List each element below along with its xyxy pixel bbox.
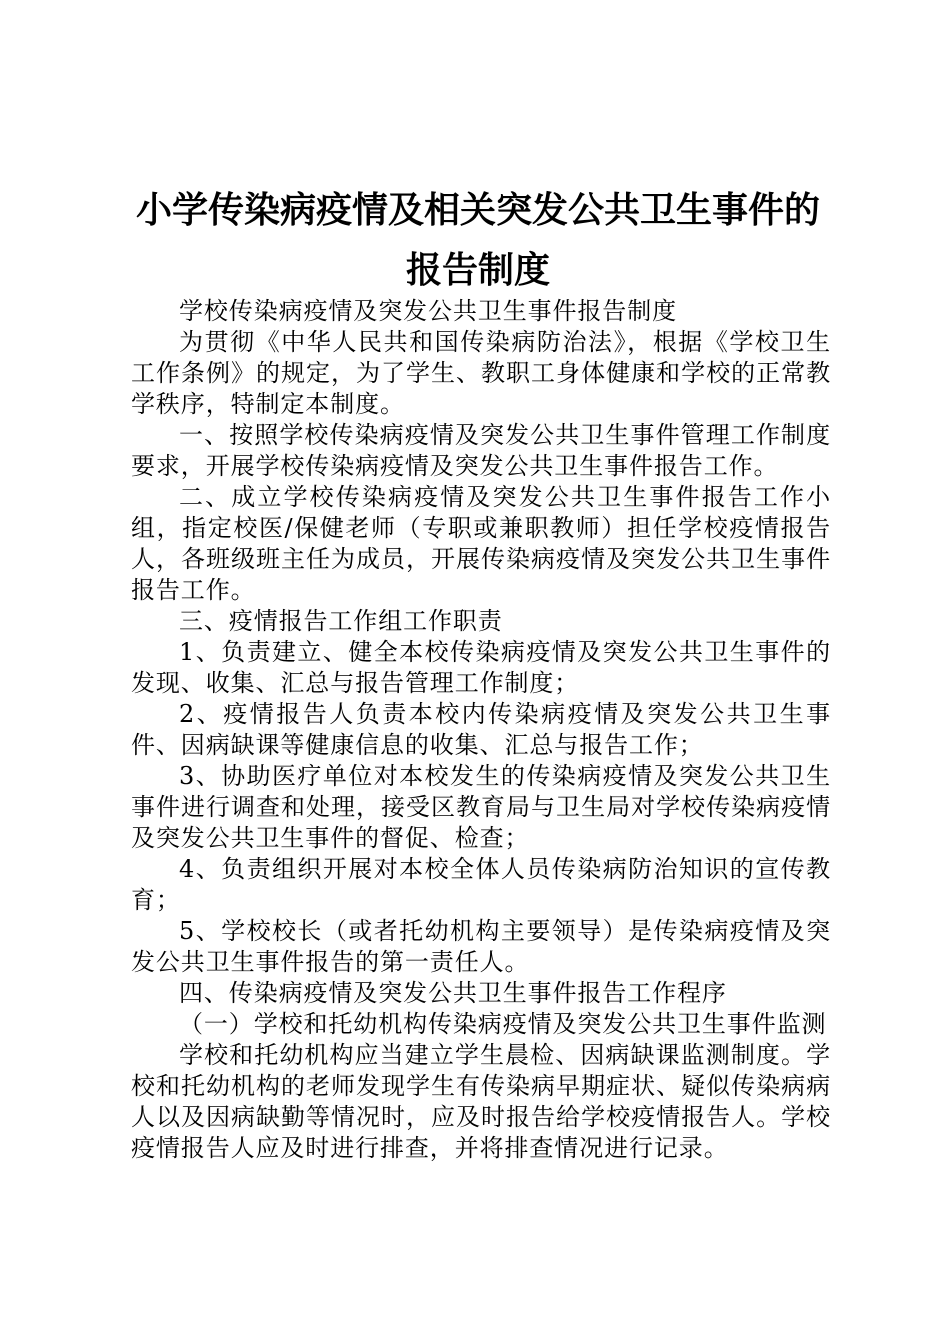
paragraph-section-3-heading: 三、疫情报告工作组工作职责 (179, 607, 503, 635)
paragraph-section-4-heading: 四、传染病疫情及突发公共卫生事件报告工作程序 (179, 979, 727, 1007)
paragraph-duty-5: 5、学校校长（或者托幼机构主要领导）是传染病疫情及突发公共卫生事件报告的第一责任人。 (131, 917, 831, 976)
paragraph-duty-4: 4、负责组织开展对本校全体人员传染病防治知识的宣传教育； (131, 855, 831, 914)
paragraph-duty-3: 3、协助医疗单位对本校发生的传染病疫情及突发公共卫生事件进行调查和处理，接受区教育局与卫生局对学校传染病疫情及突发公共卫生事件的督促、检查； (131, 762, 831, 852)
document-body (131, 296, 831, 1164)
paragraph-preamble: 为贯彻《中华人民共和国传染病防治法》，根据《学校卫生工作条例》的规定，为了学生、教职工身体健康和学校的正常教学秩序，特制定本制度。 (131, 328, 831, 418)
paragraph-section-2: 二、成立学校传染病疫情及突发公共卫生事件报告工作小组，指定校医/保健老师（专职或兼职教师）担任学校疫情报告人，各班级班主任为成员，开展传染病疫情及突发公共卫生事件报告工作。 (131, 483, 831, 604)
paragraph-duty-1: 1、负责建立、健全本校传染病疫情及突发公共卫生事件的发现、收集、汇总与报告管理工作制度； (131, 638, 831, 697)
paragraph-duty-2: 2、疫情报告人负责本校内传染病疫情及突发公共卫生事件、因病缺课等健康信息的收集、汇总与报告工作； (131, 700, 831, 759)
document-title: 小学传染病疫情及相关突发公共卫生事件的报告制度 (135, 190, 820, 291)
paragraph-section-1: 一、按照学校传染病疫情及突发公共卫生事件管理工作制度要求，开展学校传染病疫情及突发公共卫生事件报告工作。 (131, 421, 831, 480)
paragraph-subtitle: 学校传染病疫情及突发公共卫生事件报告制度 (179, 297, 677, 325)
paragraph-subsection-1-heading: （一）学校和托幼机构传染病疫情及突发公共卫生事件监测 (179, 1010, 827, 1038)
paragraph-monitoring: 学校和托幼机构应当建立学生晨检、因病缺课监测制度。学校和托幼机构的老师发现学生有传染病早期症状、疑似传染病病人以及因病缺勤等情况时，应及时报告给学校疫情报告人。学校疫情报告人应及时进行排查，并将排查情况进行记录。 (131, 1041, 831, 1162)
